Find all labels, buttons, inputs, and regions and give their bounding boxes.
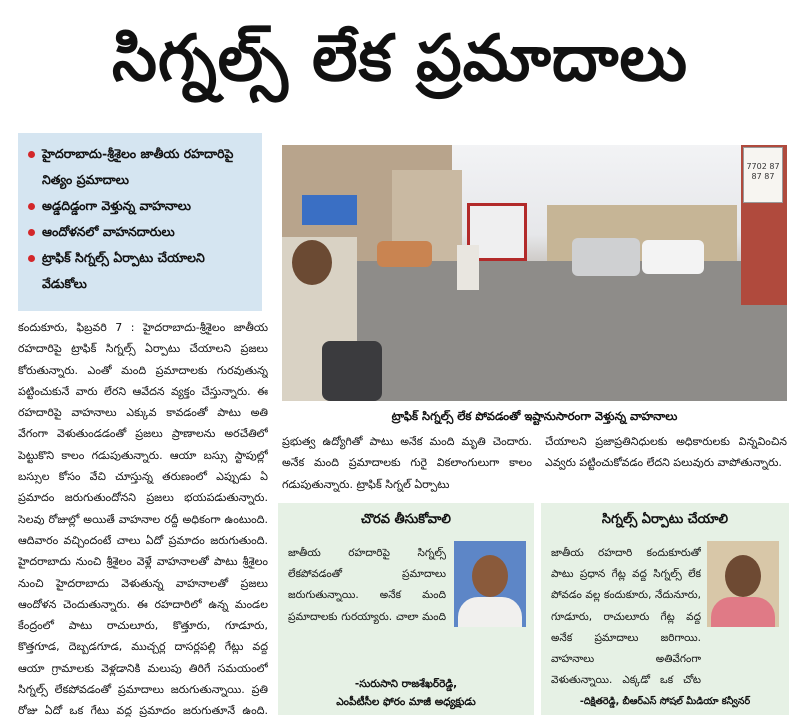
highlight-item: [28, 245, 254, 297]
quote-title: సిగ్నల్స్ ఏర్పాటు చేయాలి: [601, 512, 729, 527]
photo-caption: ట్రాఫిక్ సిగ్నల్స్ లేక పోవడంతో ఇష్టానుసారంగా వెళ్తున్న వాహనాలు: [391, 409, 678, 423]
highlight-text: హైదరాబాదు-శ్రీశైలం జాతీయ రహదారిపై నిత్యం ప్రమాదాలు: [42, 146, 234, 187]
highlight-item: [28, 219, 254, 245]
highlight-text: ట్రాఫిక్ సిగ్నల్స్ ఏర్పాటు చేయాలని వేడుకోలు: [42, 250, 205, 291]
person-shirt: [458, 597, 522, 627]
highlight-text: ఆందోళనలో వాహనదారులు: [42, 224, 175, 239]
quote-box-2: [541, 503, 789, 715]
quote-person-photo: [707, 541, 779, 627]
photo-rider: [457, 245, 479, 290]
photo-car-orange: [377, 241, 432, 267]
highlights-box: [18, 133, 262, 311]
quote-author-name: -దిక్షితరెడ్డి, బీఆర్ఎస్ సోషల్ మీడియా కన్వీనర్: [579, 696, 751, 707]
quote-author-role: ఎంపీటీసీల ఫోరం మాజీ అధ్యక్షుడు: [336, 696, 476, 708]
bullet-dot-icon: [28, 255, 35, 262]
photo-motorbike: [322, 341, 382, 401]
bullet-dot-icon: [28, 229, 35, 236]
headline: సిగ్నల్స్ లేక ప్రమాదాలు: [111, 22, 688, 96]
highlight-item: [28, 141, 254, 193]
photo-road: [322, 261, 787, 401]
quote-author-name: -సురుసాని రాజశేఖర్‌రెడ్డి,: [354, 678, 458, 690]
photo-man-head: [292, 240, 332, 285]
quote-box-1: [278, 503, 534, 715]
bullet-dot-icon: [28, 151, 35, 158]
quote-person-photo: [454, 541, 526, 627]
article-right-column: చేయాలని ప్రజాప్రతినిధులకు అధికారులకు విన్నవించిన ఎవ్వరు పట్టించుకోవడం లేదని పలువురు వాపోతున్నారు.: [545, 435, 787, 470]
photo-shop-sign: [302, 195, 357, 225]
street-photo: [282, 145, 787, 401]
photo-car-white: [642, 240, 704, 274]
person-face: [725, 555, 761, 597]
highlight-item: [28, 193, 254, 219]
bullet-dot-icon: [28, 203, 35, 210]
quote-text: జాతీయ రహదారి కందుకూరుతో పాటు ప్రధాన గేట్ల వద్ద సిగ్నల్స్ లేక పోవడం వల్ల కందుకూరు, నేదునూరు, గూడూరు, రాచులూరు గేట్ల వద్ద అనేక ప్రమాదాలు జరిగాయి. వాహనాలు అతివేగంగా వెళుతున్నాయి. ఎక్కడో ఒక చోట: [551, 547, 701, 687]
quote-text-upper: జాతీయ రహదారిపై సిగ్నల్స్ లేకపోవడంతో ప్రమాదాలు జరుగుతున్నాయి. అనేక మంది ప్రమాదాలకు గురయ్యారు. చాలా మంది: [288, 547, 446, 623]
person-face: [472, 555, 508, 597]
article-middle-column: ప్రభుత్వ ఉద్యోగితో పాటు అనేక మంది మృతి చెందారు. అనేక మంది ప్రమాదాలకు గురై వికలాంగులుగా కాలం గడుపుతున్నారు. ట్రాఫిక్ సిగ్నల్ ఏర్పాటు: [282, 435, 532, 491]
article-main-column: కందుకూరు, ఫిబ్రవరి 7 : హైదరాబాదు-శ్రీశైలం జాతీయ రహదారిపై ట్రాఫిక్ సిగ్నల్స్ ఏర్పాటు చేయాలని ప్రజలు కోరుతున్నారు. ఎంతో మంది ప్రమాదాలకు గురవుతున్న పట్టించుకునే వారు లేరని ఆవేదన వ్యక్తం చేస్తున్నారు. ఈ రహదారిపై వాహనాలు ఎక్కువ కావడంతో పాటు అతి వేగంగా వెళుతుండడంతో ప్రజలు ప్రాణాలను అరచేతిలో పెట్టుకొని కాలం గడుపుతున్నారు. ఆయా బస్సు స్టాపుల్లో బస్సుల కోసం వేచి చూస్తున్న తరుణంలో ఎప్పుడు ఏ ప్రమాదం జరుగుతుందోనని ప్రజలు భయపడుతున్నారు. సెలవు రోజుల్లో అయితే వాహనాల రద్దీ అధికంగా ఉంటుంది. ఆదివారం వచ్చిందంటే చాలు ఏదో ప్రమాదం జరుగుతుంది. హైదరాబాదు నుంచి శ్రీశైలం వెళ్లే వాహనాలతో పాటు శ్రీశైలం నుంచి హైదరాబాదు వెళుతున్న వాహనాలతో ప్రజలు ఆందోళన చెందుతున్నారు. ఈ రహదారిలో ఉన్న మండల కేంద్రంలో పాటు రాచులూరు, కొత్తూరు, గూడూరు, కొత్తగూడ, దెబ్బడగూడ, ముచ్చర్ల దాసర్లపల్లి గేట్లు వద్ద ఆయా గ్రామాలకు వెళ్లడానికి మలుపు తిరిగే సమయంలో సిగ్నల్స్ లేకపోవడంతో ప్రమాదాలు జరుగుతున్నాయి. ప్రతి రోజు ఏదో ఒక గేటు వద్ద ప్రమాదం జరుగుతూనే ఉంది.: [18, 321, 268, 717]
photo-car-silver: [572, 238, 640, 276]
photo-signboard: 7702 87 87 87: [743, 147, 783, 203]
quote-title: చొరవ తీసుకోవాలి: [361, 512, 451, 527]
highlight-text: అడ్డదిడ్డంగా వెళ్తున్న వాహనాలు: [42, 198, 191, 213]
person-shirt: [711, 597, 775, 627]
